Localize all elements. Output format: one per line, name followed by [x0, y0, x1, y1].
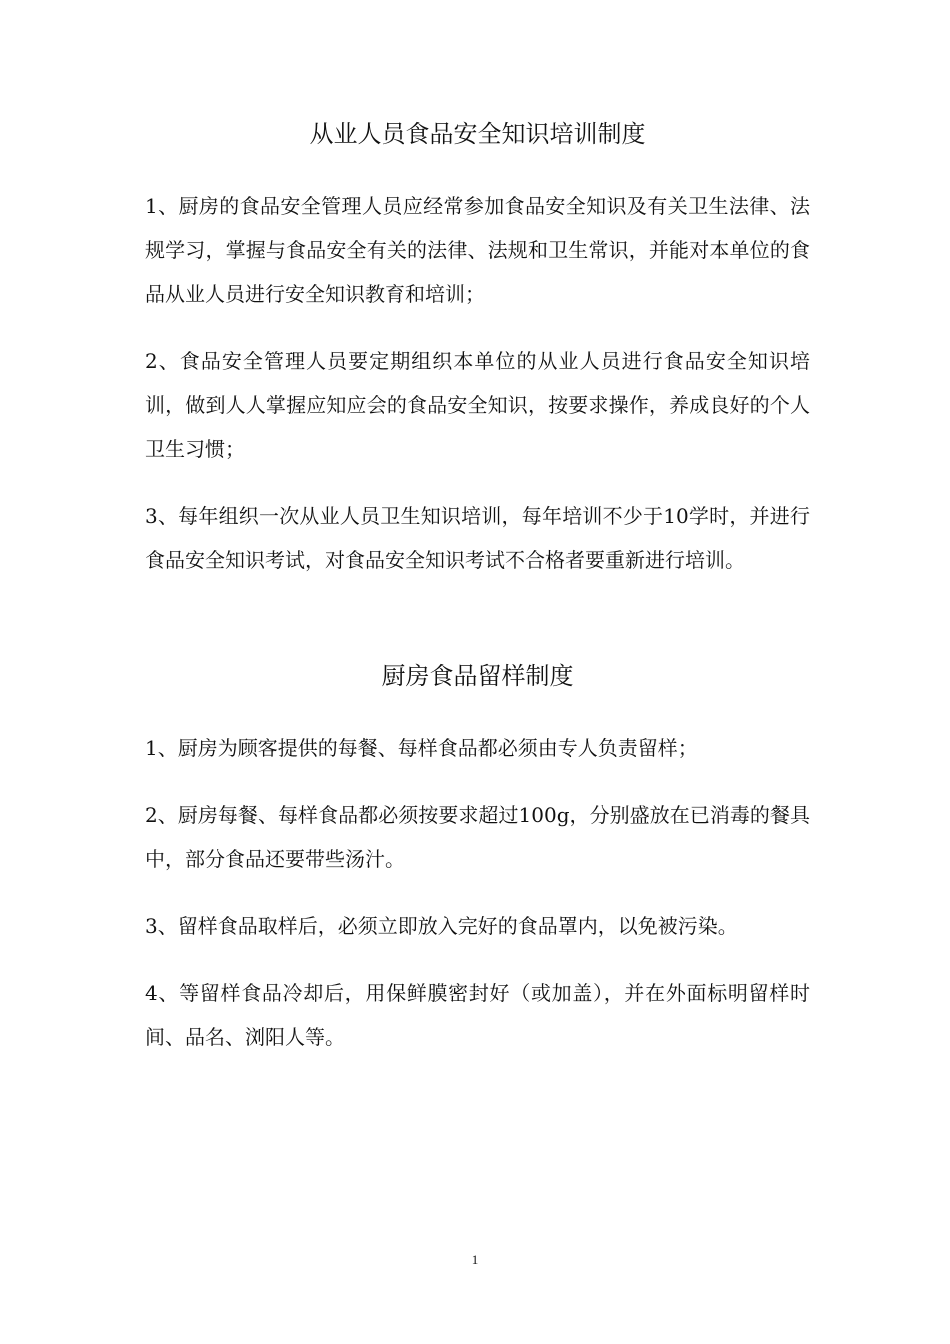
paragraph: 4、等留样食品冷却后，用保鲜膜密封好（或加盖），并在外面标明留样时间、品名、浏阳人等。 [145, 981, 810, 1049]
paragraph: 2、食品安全管理人员要定期组织本单位的从业人员进行食品安全知识培训，做到人人掌握应知应会的食品安全知识，按要求操作，养成良好的个人卫生习惯； [145, 349, 810, 461]
paragraph: 1、厨房为顾客提供的每餐、每样食品都必须由专人负责留样； [145, 736, 698, 760]
paragraph: 3、留样食品取样后，必须立即放入完好的食品罩内，以免被污染。 [145, 914, 738, 938]
paragraph: 2、厨房每餐、每样食品都必须按要求超过100g，分别盛放在已消毒的餐具中，部分食品还要带些汤汁。 [145, 803, 810, 871]
section-title-training: 从业人员食品安全知识培训制度 [309, 120, 646, 148]
page-number: 1 [471, 1252, 479, 1267]
paragraph: 1、厨房的食品安全管理人员应经常参加食品安全知识及有关卫生法律、法规学习，掌握与食品安全有关的法律、法规和卫生常识，并能对本单位的食品从业人员进行安全知识教育和培训； [145, 194, 810, 306]
document-body [145, 110, 810, 1082]
paragraph: 3、每年组织一次从业人员卫生知识培训，每年培训不少于10学时，并进行食品安全知识考试，对食品安全知识考试不合格者要重新进行培训。 [145, 504, 810, 572]
section-title-sample-retention: 厨房食品留样制度 [381, 662, 574, 690]
